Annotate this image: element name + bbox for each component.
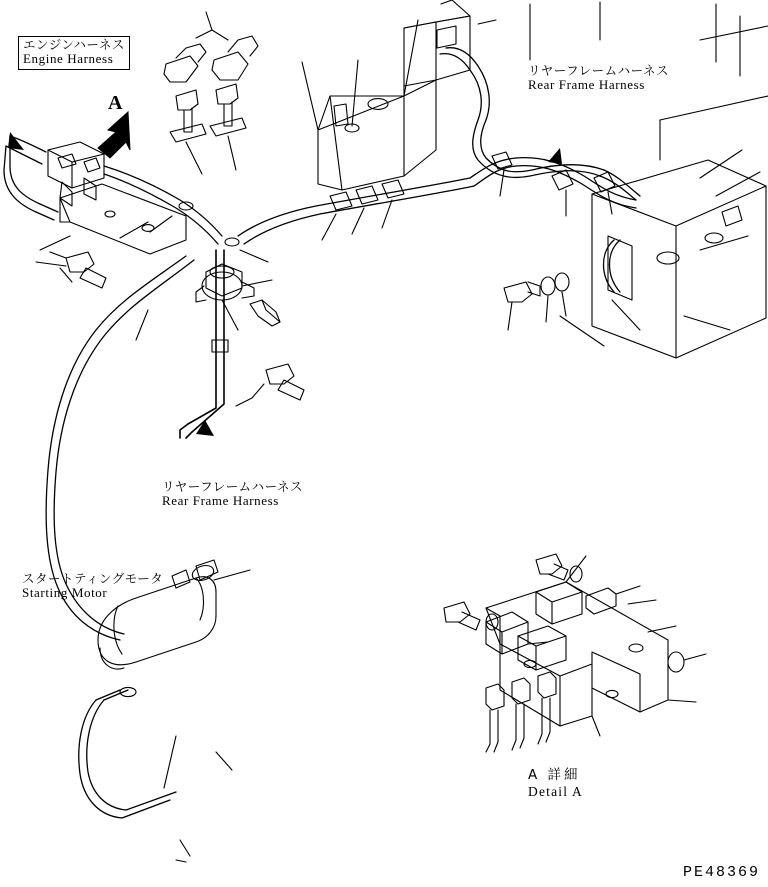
detail-a-title [528,768,583,799]
drawing-number: PE48369 [682,864,760,881]
detail-a-title-en: Detail A [528,783,583,799]
label-engine-harness [18,36,130,70]
label-rear-frame-harness-top-en: Rear Frame Harness [528,77,645,92]
detail-a-title-jp: A 詳細 [528,767,581,783]
label-engine-harness-en: Engine Harness [23,51,114,66]
label-rear-frame-harness-mid-jp: リヤーフレームハーネス [162,479,304,494]
label-engine-harness-jp: エンジンハーネス [23,37,125,52]
callout-arrow-a [98,112,130,158]
label-starting-motor-en: Starting Motor [22,585,108,600]
label-rear-frame-harness-top-jp: リヤーフレームハーネス [528,63,670,78]
label-starting-motor-jp: スタートティングモータ [22,571,164,586]
detail-callout-letter: A [108,92,123,114]
label-rear-frame-harness-mid-en: Rear Frame Harness [162,493,279,508]
label-starting-motor [22,572,163,601]
label-rear-frame-harness-mid [162,480,303,509]
label-rear-frame-harness-top [528,64,669,93]
